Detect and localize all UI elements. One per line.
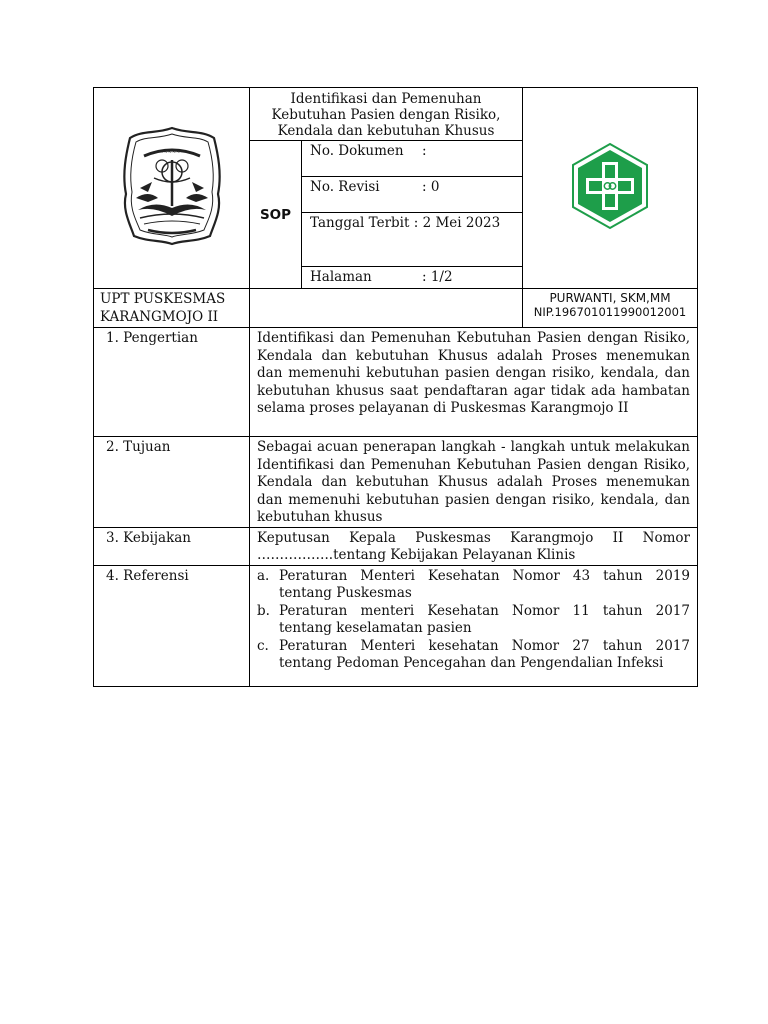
sop-table [93, 87, 698, 687]
no-revisi-value: : 0 [422, 179, 440, 195]
halaman-label: Halaman [310, 269, 372, 285]
blank-cell [250, 289, 523, 328]
reference-text: Peraturan menteri Kesehatan Nomor 11 tahun 2017 tentang keselamatan pasien [279, 602, 690, 636]
sop-label: SOP [250, 141, 302, 289]
no-dokumen-row [302, 141, 523, 177]
reference-list [257, 568, 690, 673]
signatory-nip: NIP.196701011990012001 [533, 305, 687, 319]
tanggal-terbit-value: : 2 Mei 2023 [413, 215, 501, 231]
section-body-kebijakan: Keputusan Kepala Puskesmas Karangmojo II Nomor ……………..tentang Kebijakan Pelayanan Klinis [250, 527, 698, 565]
no-revisi-label: No. Revisi [310, 179, 380, 195]
sop-document [93, 87, 697, 687]
section-body-tujuan: Sebagai acuan penerapan langkah - langkah untuk melakukan Identifikasi dan Pemenuhan Kebutuhan Pasien dengan Risiko, Kendala dan kebutuhan Khusus adalah Proses menemukan dan memenuhi kebutuhan pasien dengan risiko, kendala, dan kebutuhan khusus [250, 437, 698, 528]
puskesmas-logo-cell [523, 88, 698, 289]
organization-name: UPT PUSKESMAS KARANGMOJO II [94, 289, 250, 328]
tanggal-terbit-label: Tanggal Terbit [310, 215, 410, 231]
list-item [257, 638, 690, 673]
list-marker: c. [257, 637, 269, 654]
reference-text: Peraturan Menteri kesehatan Nomor 27 tahun 2017 tentang Pedoman Pencegahan dan Pengendalian Infeksi [279, 637, 690, 671]
list-marker: b. [257, 602, 270, 619]
section-heading-referensi: 4. Referensi [94, 565, 250, 686]
list-item [257, 603, 690, 638]
list-marker: a. [257, 567, 270, 584]
no-dokumen-label: No. Dokumen [310, 143, 404, 159]
halaman-row [302, 267, 523, 289]
signatory-name: PURWANTI, SKM,MM [549, 291, 671, 305]
puskesmas-cross-icon [570, 142, 650, 230]
no-revisi-row [302, 177, 523, 213]
no-dokumen-value: : [422, 143, 427, 159]
list-item [257, 568, 690, 603]
halaman-value: : 1/2 [422, 269, 453, 285]
document-title: Identifikasi dan Pemenuhan Kebutuhan Pasien dengan Risiko, Kendala dan kebutuhan Khusus [250, 88, 523, 141]
section-body-referensi [250, 565, 698, 686]
svg-text:~~~~~~~~: ~~~~~~~~ [154, 150, 189, 156]
section-heading-pengertian: 1. Pengertian [94, 328, 250, 437]
reference-text: Peraturan Menteri Kesehatan Nomor 43 tahun 2019 tentang Puskesmas [279, 567, 690, 601]
section-heading-kebijakan: 3. Kebijakan [94, 527, 250, 565]
tanggal-terbit-row [302, 213, 523, 267]
regency-crest-icon [118, 124, 226, 248]
signatory-block [523, 289, 698, 328]
section-heading-tujuan: 2. Tujuan [94, 437, 250, 528]
regency-logo-cell [94, 88, 250, 289]
section-body-pengertian: Identifikasi dan Pemenuhan Kebutuhan Pasien dengan Risiko, Kendala dan kebutuhan Khusus adalah Proses menemukan dan memenuhi kebutuhan pasien dengan risiko, kendala, dan kebutuhan khusus saat pendaftaran agar tidak ada hambatan selama proses pelayanan di Puskesmas Karangmojo II [250, 328, 698, 437]
